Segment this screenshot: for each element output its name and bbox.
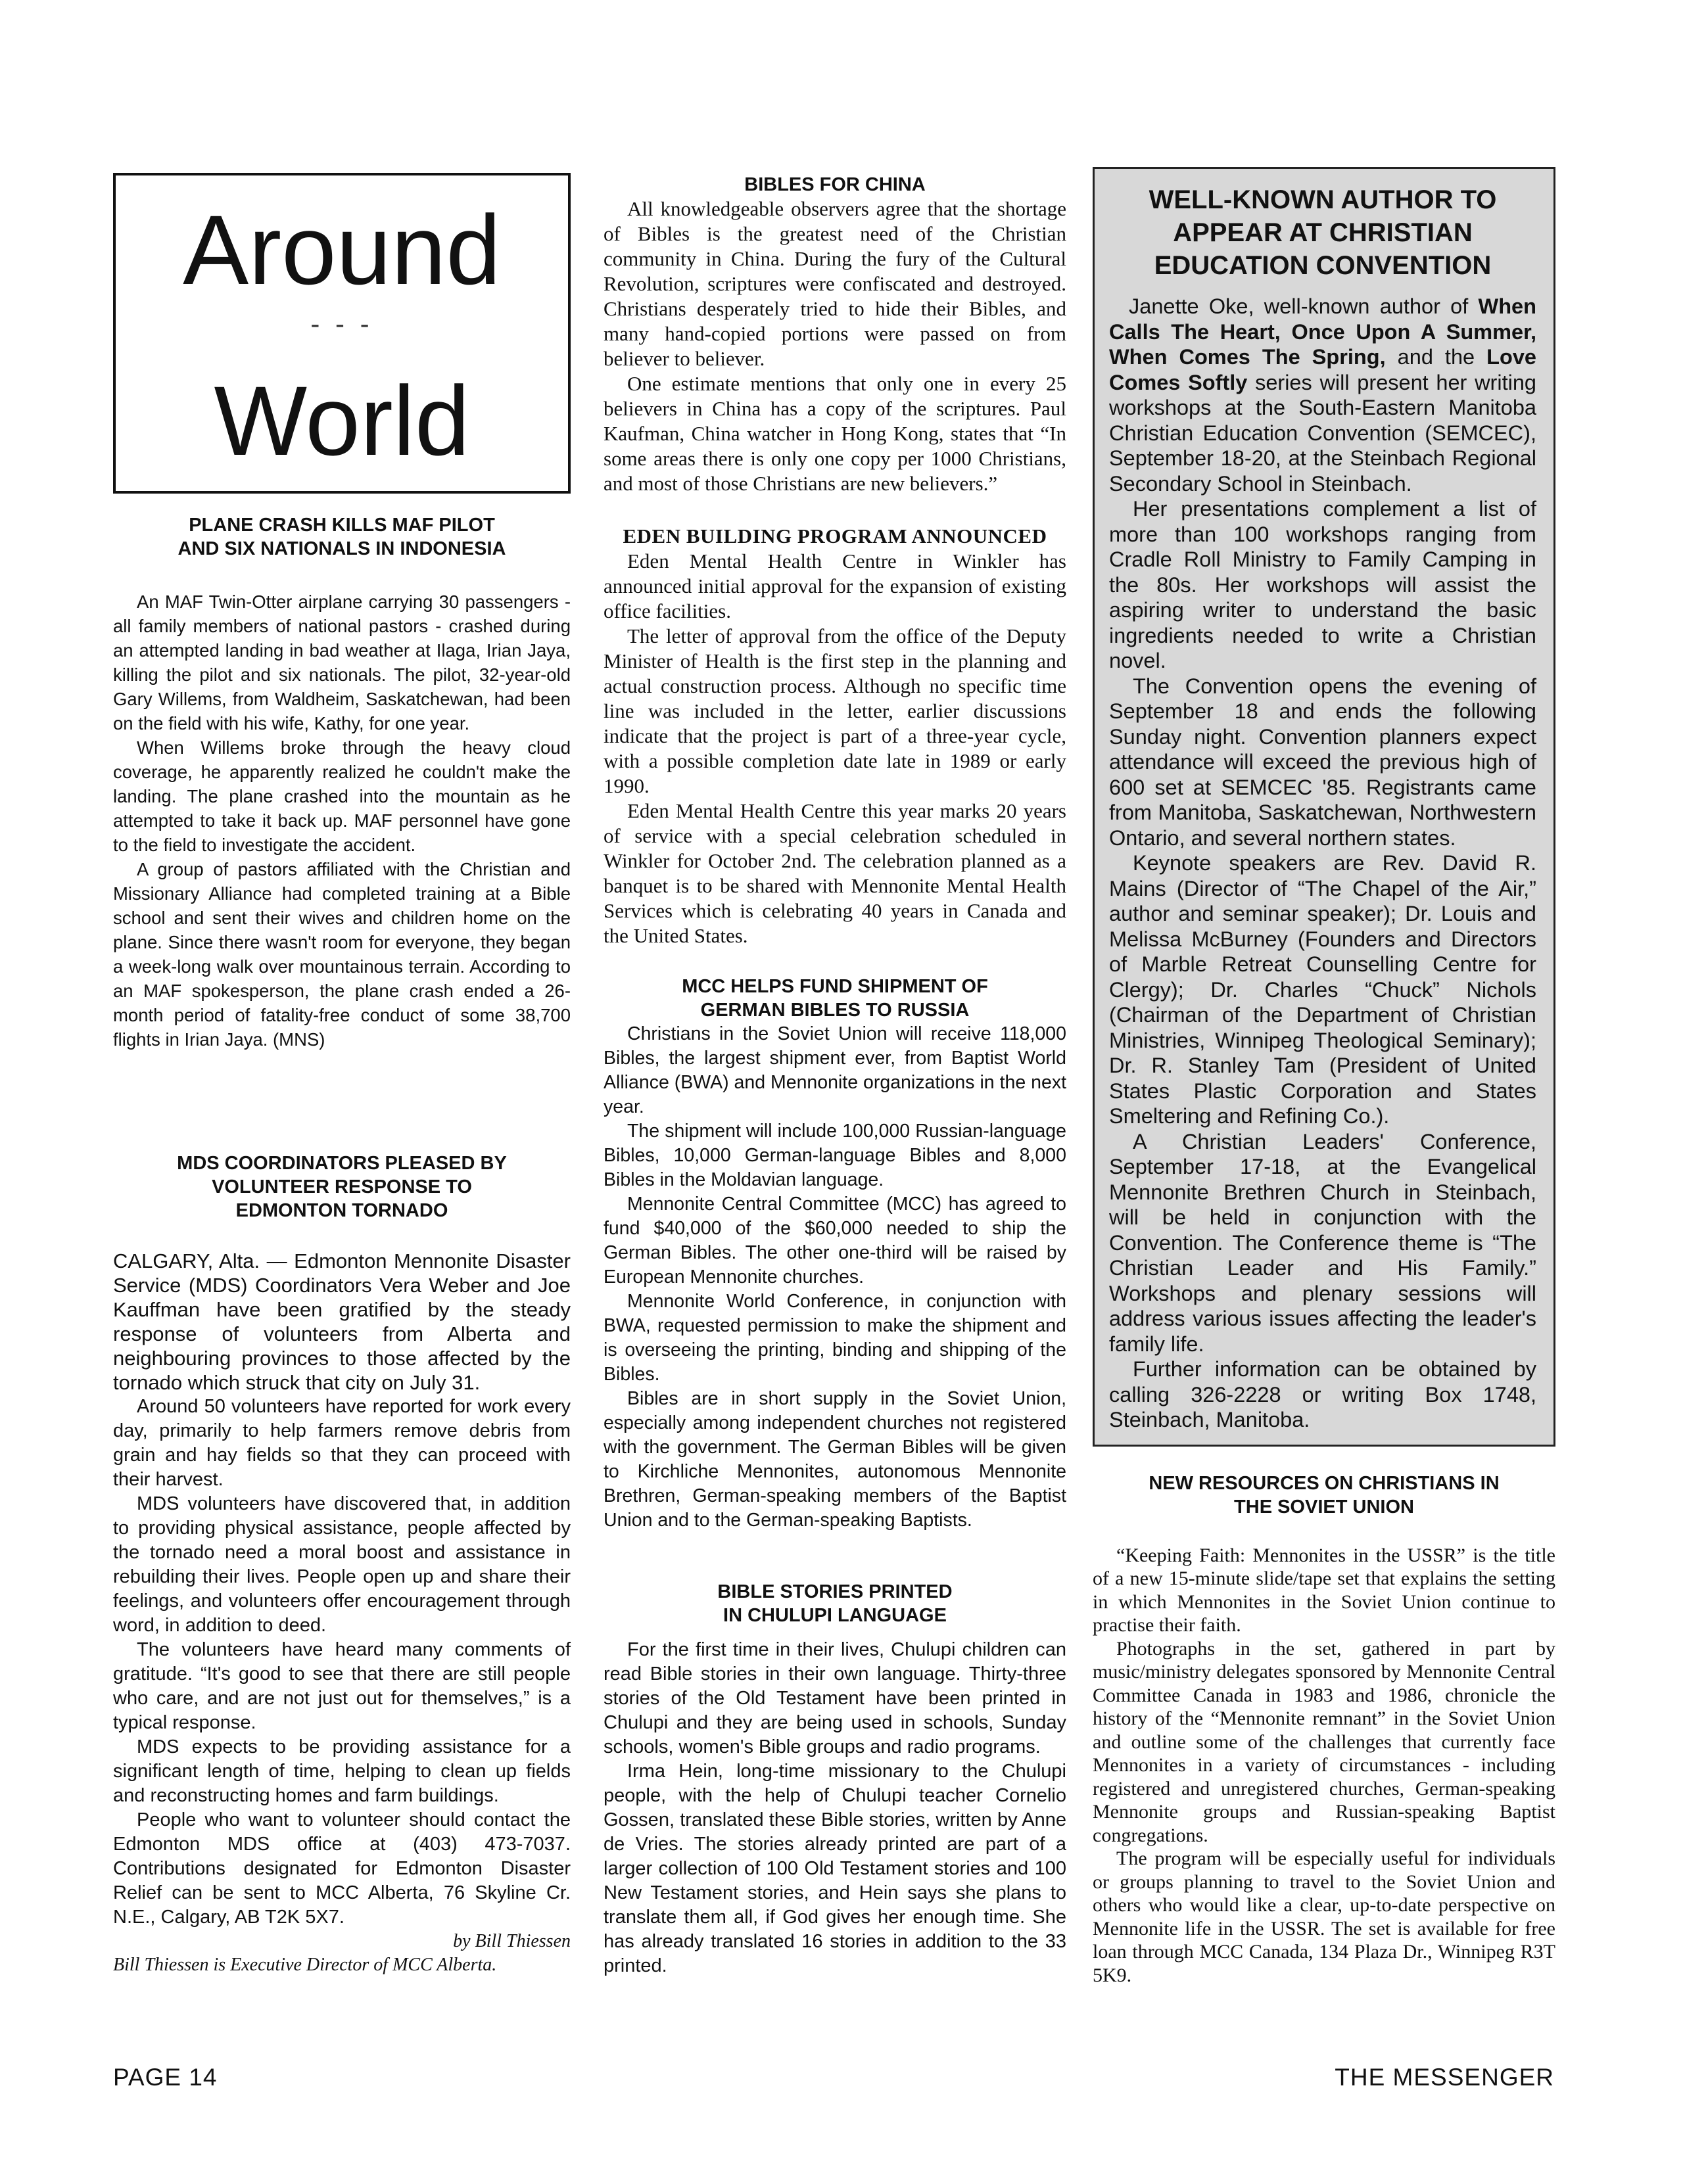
article-eden-building (604, 524, 1066, 948)
headline: NEW RESOURCES ON CHRISTIANS IN THE SOVIET UNION (1149, 1472, 1500, 1518)
paragraph: The program will be especially useful for individuals or groups planning to travel to the Soviet Union and others who would like a clear, up-to-date perspective on Mennonite life in the USSR. The set is available for free loan through MCC Canada, 134 Plaza Dr., Winnipeg R3T 5K9. (1093, 1847, 1555, 1986)
paragraph: For the first time in their lives, Chulupi children can read Bible stories in their own language. Thirty-three stories of the Old Testament have been printed in Chulupi and they are being used in schools, Sunday schools, women's Bible groups and radio programs. (604, 1639, 1066, 1757)
series-title: Love Comes Softly (1109, 345, 1536, 394)
headline: WELL-KNOWN AUTHOR TO APPEAR AT CHRISTIAN EDUCATION CONVENTION (1149, 185, 1497, 280)
article-bibles-china (604, 173, 1066, 496)
column-right (1093, 167, 1555, 1987)
article-body (113, 590, 571, 1052)
article-body (604, 1638, 1066, 1978)
paragraph: People who want to volunteer should contact the Edmonton MDS office at (403) 473-7037. Contributions designated for Edmonton Disaster Relief can be sent to MCC Alberta, 76 Skyline Cr. N.E., Calgary, AB T2K 5X7. (113, 1809, 571, 1928)
masthead-word-around: Around (183, 195, 501, 305)
paragraph: Further information can be obtained by calling 326-2228 or writing Box 1748, Steinbach, Manitoba. (1109, 1357, 1536, 1431)
paragraph: Christians in the Soviet Union will receive 118,000 Bibles, the largest shipment ever, from Baptist World Alliance (BWA) and Mennonite organizations in the next year. (604, 1023, 1066, 1117)
column-middle (604, 173, 1066, 1978)
paragraph: One estimate mentions that only one in every 25 believers in China has a copy of the scriptures. Paul Kaufman, China watcher in Hong Kong, states that “In some areas there is only one copy per 1000 Christians, and most of those Christians are new believers.” (604, 372, 1066, 495)
headline: MCC HELPS FUND SHIPMENT OF GERMAN BIBLES TO RUSSIA (682, 976, 988, 1021)
headline: PLANE CRASH KILLS MAF PILOT AND SIX NATIONALS IN INDONESIA (178, 515, 506, 559)
article-german-bibles (604, 975, 1066, 1533)
paragraph: MDS expects to be providing assistance for a significant length of time, helping to clean up fields and reconstructing homes and farm buildings. (113, 1736, 571, 1806)
article-plane-crash (113, 513, 571, 1052)
article-body (604, 197, 1066, 496)
article-body (604, 549, 1066, 948)
paragraph: Around 50 volunteers have reported for work every day, primarily to help farmers remove debris from grain and hay fields so that they can proceed with their harvest. (113, 1396, 571, 1490)
paragraph: The letter of approval from the office of the Deputy Minister of Health is the first step in the planning and actual construction process. Although no specific time line was included in the letter, earlier discussions indicate that the project is part of a three-year cycle, with a possible completion date late in 1989 or early 1990. (604, 624, 1066, 797)
headline: MDS COORDINATORS PLEASED BY VOLUNTEER RESPONSE TO EDMONTON TORNADO (177, 1153, 507, 1221)
paragraph: A group of pastors affiliated with the Christian and Missionary Alliance had completed training at a Bible school and sent their wives and children home on the plane. Since there wasn't room for everyone, they began a week-long walk over mountainous terrain. According to an MAF spokesperson, the plane crash ended a 26-month period of fatality-free conduct of some 38,700 flights in Irian Jaya. (MNS) (113, 859, 571, 1050)
article-body (113, 1249, 571, 1930)
paragraph: The Convention opens the evening of September 18 and ends the following Sunday night. Convention planners expect attendance will exceed the previous high of 600 set at SEMCEC '85. Registrants came from Manitoba, Saskatchewan, Northwestern Ontario, and several northern states. (1109, 674, 1536, 850)
headline: BIBLE STORIES PRINTED IN CHULUPI LANGUAGE (717, 1581, 953, 1626)
paragraph: Eden Mental Health Centre this year marks 20 years of service with a special celebration scheduled in Winkler for October 2nd. The celebration planned as a banquet is to be shared with Mennonite Mental Health Services which is celebrating 40 years in Canada and the United States. (604, 799, 1066, 947)
article-body (1093, 1544, 1555, 1987)
paragraph: “Keeping Faith: Mennonites in the USSR” is the title of a new 15-minute slide/tape set that explains the setting in which Mennonites in the Soviet Union continue to practise their faith. (1093, 1544, 1555, 1636)
byline: by Bill Thiessen (453, 1931, 571, 1951)
paragraph: The shipment will include 100,000 Russian-language Bibles, 10,000 German-language Bibles and 8,000 Bibles in the Moldavian language. (604, 1121, 1066, 1190)
article-soviet-resources (1093, 1472, 1555, 1987)
paragraph: Irma Hein, long-time missionary to the Chulupi people, with the help of Chulupi teacher Cornelio Gossen, translated these Bible stories, written by Anne de Vries. The stories already printed are part of a larger collection of 100 Old Testament stories and 100 New Testament stories, and Hein says she plans to translate them all, if God gives her enough time. She has already translated 16 stories in addition to the 33 printed. (604, 1761, 1066, 1976)
paragraph: The volunteers have heard many comments of gratitude. “It's good to see that there are still people who care, and are not just out for themselves,” is a typical response. (113, 1639, 571, 1733)
paragraph: Keynote speakers are Rev. David R. Mains (Director of “The Chapel of the Air,” author and seminar speaker); Dr. Louis and Melissa McBurney (Founders and Directors of Marble Retreat Counselling Centre for Clergy); Dr. Charles “Chuck” Nichols (Chairman of the Department of Christian Ministries, Winnipeg Theological Seminary); Dr. R. Stanley Tam (President of United States Plastic Corporation and States Smeltering and Refining Co.). (1109, 851, 1536, 1128)
paragraph: All knowledgeable observers agree that the shortage of Bibles is the greatest need of the Christian community in China. During the fury of the Cultural Revolution, scriptures were confiscated and destroyed. Christians desperately tried to hide their Bibles, and many hand-copied portions were passed on from believer to believer. (604, 197, 1066, 370)
article-mds-tornado (113, 1151, 571, 1977)
paragraph: Mennonite World Conference, in conjunction with BWA, requested permission to make the shipment and is overseeing the printing, binding and shipping of the Bibles. (604, 1291, 1066, 1385)
feature-box-author (1093, 167, 1555, 1447)
paragraph: Her presentations complement a list of more than 100 workshops ranging from Cradle Roll Ministry to Family Camping in the 80s. Her workshops will assist the aspiring writer to understand the basic ingredients needed to write a Christian novel. (1109, 497, 1536, 672)
paragraph: CALGARY, Alta. — Edmonton Mennonite Disaster Service (MDS) Coordinators Vera Weber and Joe Kauffman have been gratified by the steady response of volunteers from Alberta and neighbouring provinces to those affected by the tornado which struck that city on July 31. (113, 1249, 571, 1394)
masthead-fragment: - - - (310, 308, 373, 339)
paragraph: A Christian Leaders' Conference, September 17-18, at the Evangelical Mennonite Brethren Church in Steinbach, will be held in conjunction with the Convention. The Conference theme is “The Christian Leader and His Family.” Workshops and plenary sessions will address various issues affecting the leader's family life. (1109, 1129, 1536, 1356)
paragraph: Mennonite Central Committee (MCC) has agreed to fund $40,000 of the $60,000 needed to ship the German Bibles. The other one-third will be raised by European Mennonite churches. (604, 1194, 1066, 1288)
paragraph: MDS volunteers have discovered that, in addition to providing physical assistance, people affected by the tornado need a moral boost and assistance in rebuilding their lives. People open up and share their feelings, and volunteers offer encouragement through word, in addition to deed. (113, 1493, 571, 1636)
column-left (113, 173, 571, 1977)
book-titles: When Calls The Heart, Once Upon A Summer, When Comes The Spring, (1109, 294, 1536, 369)
section-masthead (113, 173, 571, 494)
masthead-word-world: World (214, 365, 470, 476)
page-number: PAGE 14 (113, 2064, 218, 2091)
headline: EDEN BUILDING PROGRAM ANNOUNCED (623, 524, 1047, 547)
paragraph: Eden Mental Health Centre in Winkler has announced initial approval for the expansion of existing office facilities. (604, 549, 1066, 622)
paragraph: Bibles are in short supply in the Soviet Union, especially among independent churches not registered with the government. The German Bibles will be given to Kirchliche Mennonites, autonomous Mennonite Brethren, German-speaking members of the Baptist Union and to the German-speaking Baptists. (604, 1388, 1066, 1531)
paragraph: Janette Oke, well-known author of When Calls The Heart, Once Upon A Summer, When Comes The Spring, and the Love Comes Softly series will present her writing workshops at the South-Eastern Manitoba Christian Education Convention (SEMCEC), September 18-20, at the Steinbach Regional Secondary School in Steinbach. (1109, 294, 1536, 496)
paragraph: An MAF Twin-Otter airplane carrying 30 passengers - all family members of national pastors - crashed during an attempted landing in bad weather at Ilaga, Irian Jaya, killing the pilot and six nationals. The pilot, 32-year-old Gary Willems, from Waldheim, Saskatchewan, had been on the field with his wife, Kathy, for one year. (113, 592, 571, 733)
paragraph: Photographs in the set, gathered in part by music/ministry delegates sponsored by Mennonite Central Committee Canada in 1983 and 1986, chronicle the history of the “Mennonite remnant” in the Soviet Union and outline some of the challenges that currently face Mennonites in a variety of circumstances - including registered and unregistered churches, German-speaking Mennonite groups and Russian-speaking Baptist congregations. (1093, 1637, 1555, 1846)
headline: BIBLES FOR CHINA (744, 174, 926, 195)
publication-name: THE MESSENGER (1335, 2064, 1554, 2091)
article-chulupi (604, 1580, 1066, 1978)
author-note: Bill Thiessen is Executive Director of MCC Alberta. (113, 1955, 497, 1975)
article-body (604, 1022, 1066, 1533)
paragraph: When Willems broke through the heavy cloud coverage, he apparently realized he couldn't make the landing. The plane crashed into the mountain as he attempted to take it back up. MAF personnel have gone to the field to investigate the accident. (113, 737, 571, 855)
